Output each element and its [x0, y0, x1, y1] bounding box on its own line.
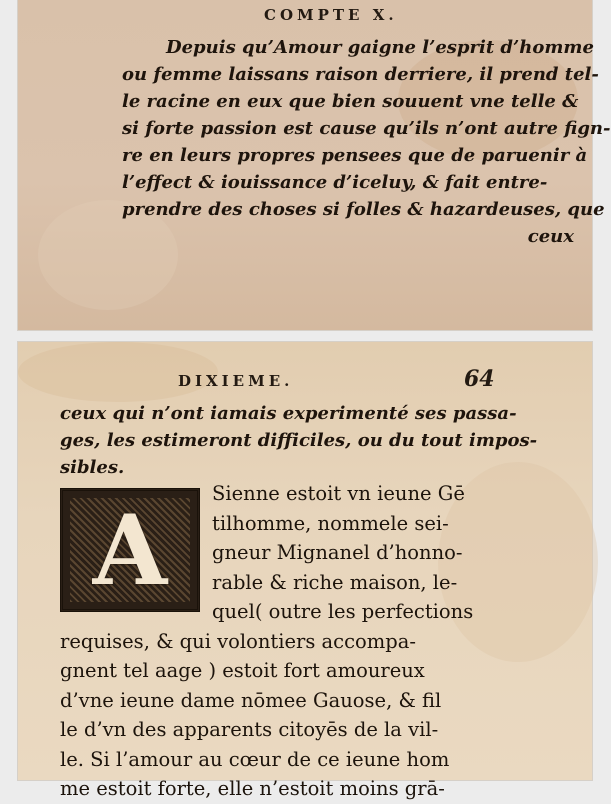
text-line: si forte passion est cause qu’ils n’ont autre fign- [122, 118, 611, 139]
italic-continuation [60, 400, 538, 481]
text-line: ceux qui n’ont iamais experimenté ses passa- [60, 403, 517, 424]
text-line: prendre des choses si folles & hazardeuses, que [122, 199, 605, 220]
text-line: l’effect & iouissance d’iceluy, & fait entre- [122, 172, 548, 193]
text-line: le racine en eux que bien souuent vne telle & [122, 91, 579, 112]
running-title: COMPTE X. [264, 6, 398, 24]
text-line: ges, les estimeront difficiles, ou du tout impos- [60, 430, 538, 451]
text-line: Depuis qu’Amour gaigne l’esprit d’homme [166, 37, 594, 58]
body-text [122, 34, 611, 250]
initial-letter: A [92, 493, 168, 607]
page-header [18, 2, 592, 28]
text-line: le d’vn des apparents citoyēs de la vil- [60, 718, 439, 741]
roman-body-text [60, 479, 473, 804]
page-number: 64 [464, 366, 495, 392]
text-line: Sienne estoit vn ieune Gē [212, 482, 465, 505]
text-line: me estoit forte, elle n’estoit moins grā- [60, 777, 445, 800]
page-header [18, 366, 592, 392]
text-line: le. Si l’amour au cœur de ce ieune hom [60, 747, 450, 771]
text-line: gneur Mignanel d’honno- [212, 541, 463, 564]
page-bottom [18, 342, 592, 800]
text-line: gnent tel aage ) estoit fort amoureux [60, 659, 425, 682]
text-line: tilhomme, nommele sei- [212, 511, 449, 535]
text-line: sibles. [60, 457, 125, 478]
text-line: rable & riche maison, le- [212, 570, 458, 594]
text-line: requises, & qui volontiers accompa- [60, 629, 416, 653]
text-line: d’vne ieune dame nōmee Gauose, & fil [60, 688, 442, 712]
page-top [18, 0, 611, 330]
text-line: quel( outre les perfections [212, 600, 474, 623]
catchword: ceux [527, 226, 574, 247]
text-line: re en leurs propres pensees que de paruenir à [122, 145, 588, 166]
running-title: DIXIEME. [178, 372, 294, 390]
text-line: ou femme laissans raison derriere, il prend tel- [122, 64, 599, 85]
